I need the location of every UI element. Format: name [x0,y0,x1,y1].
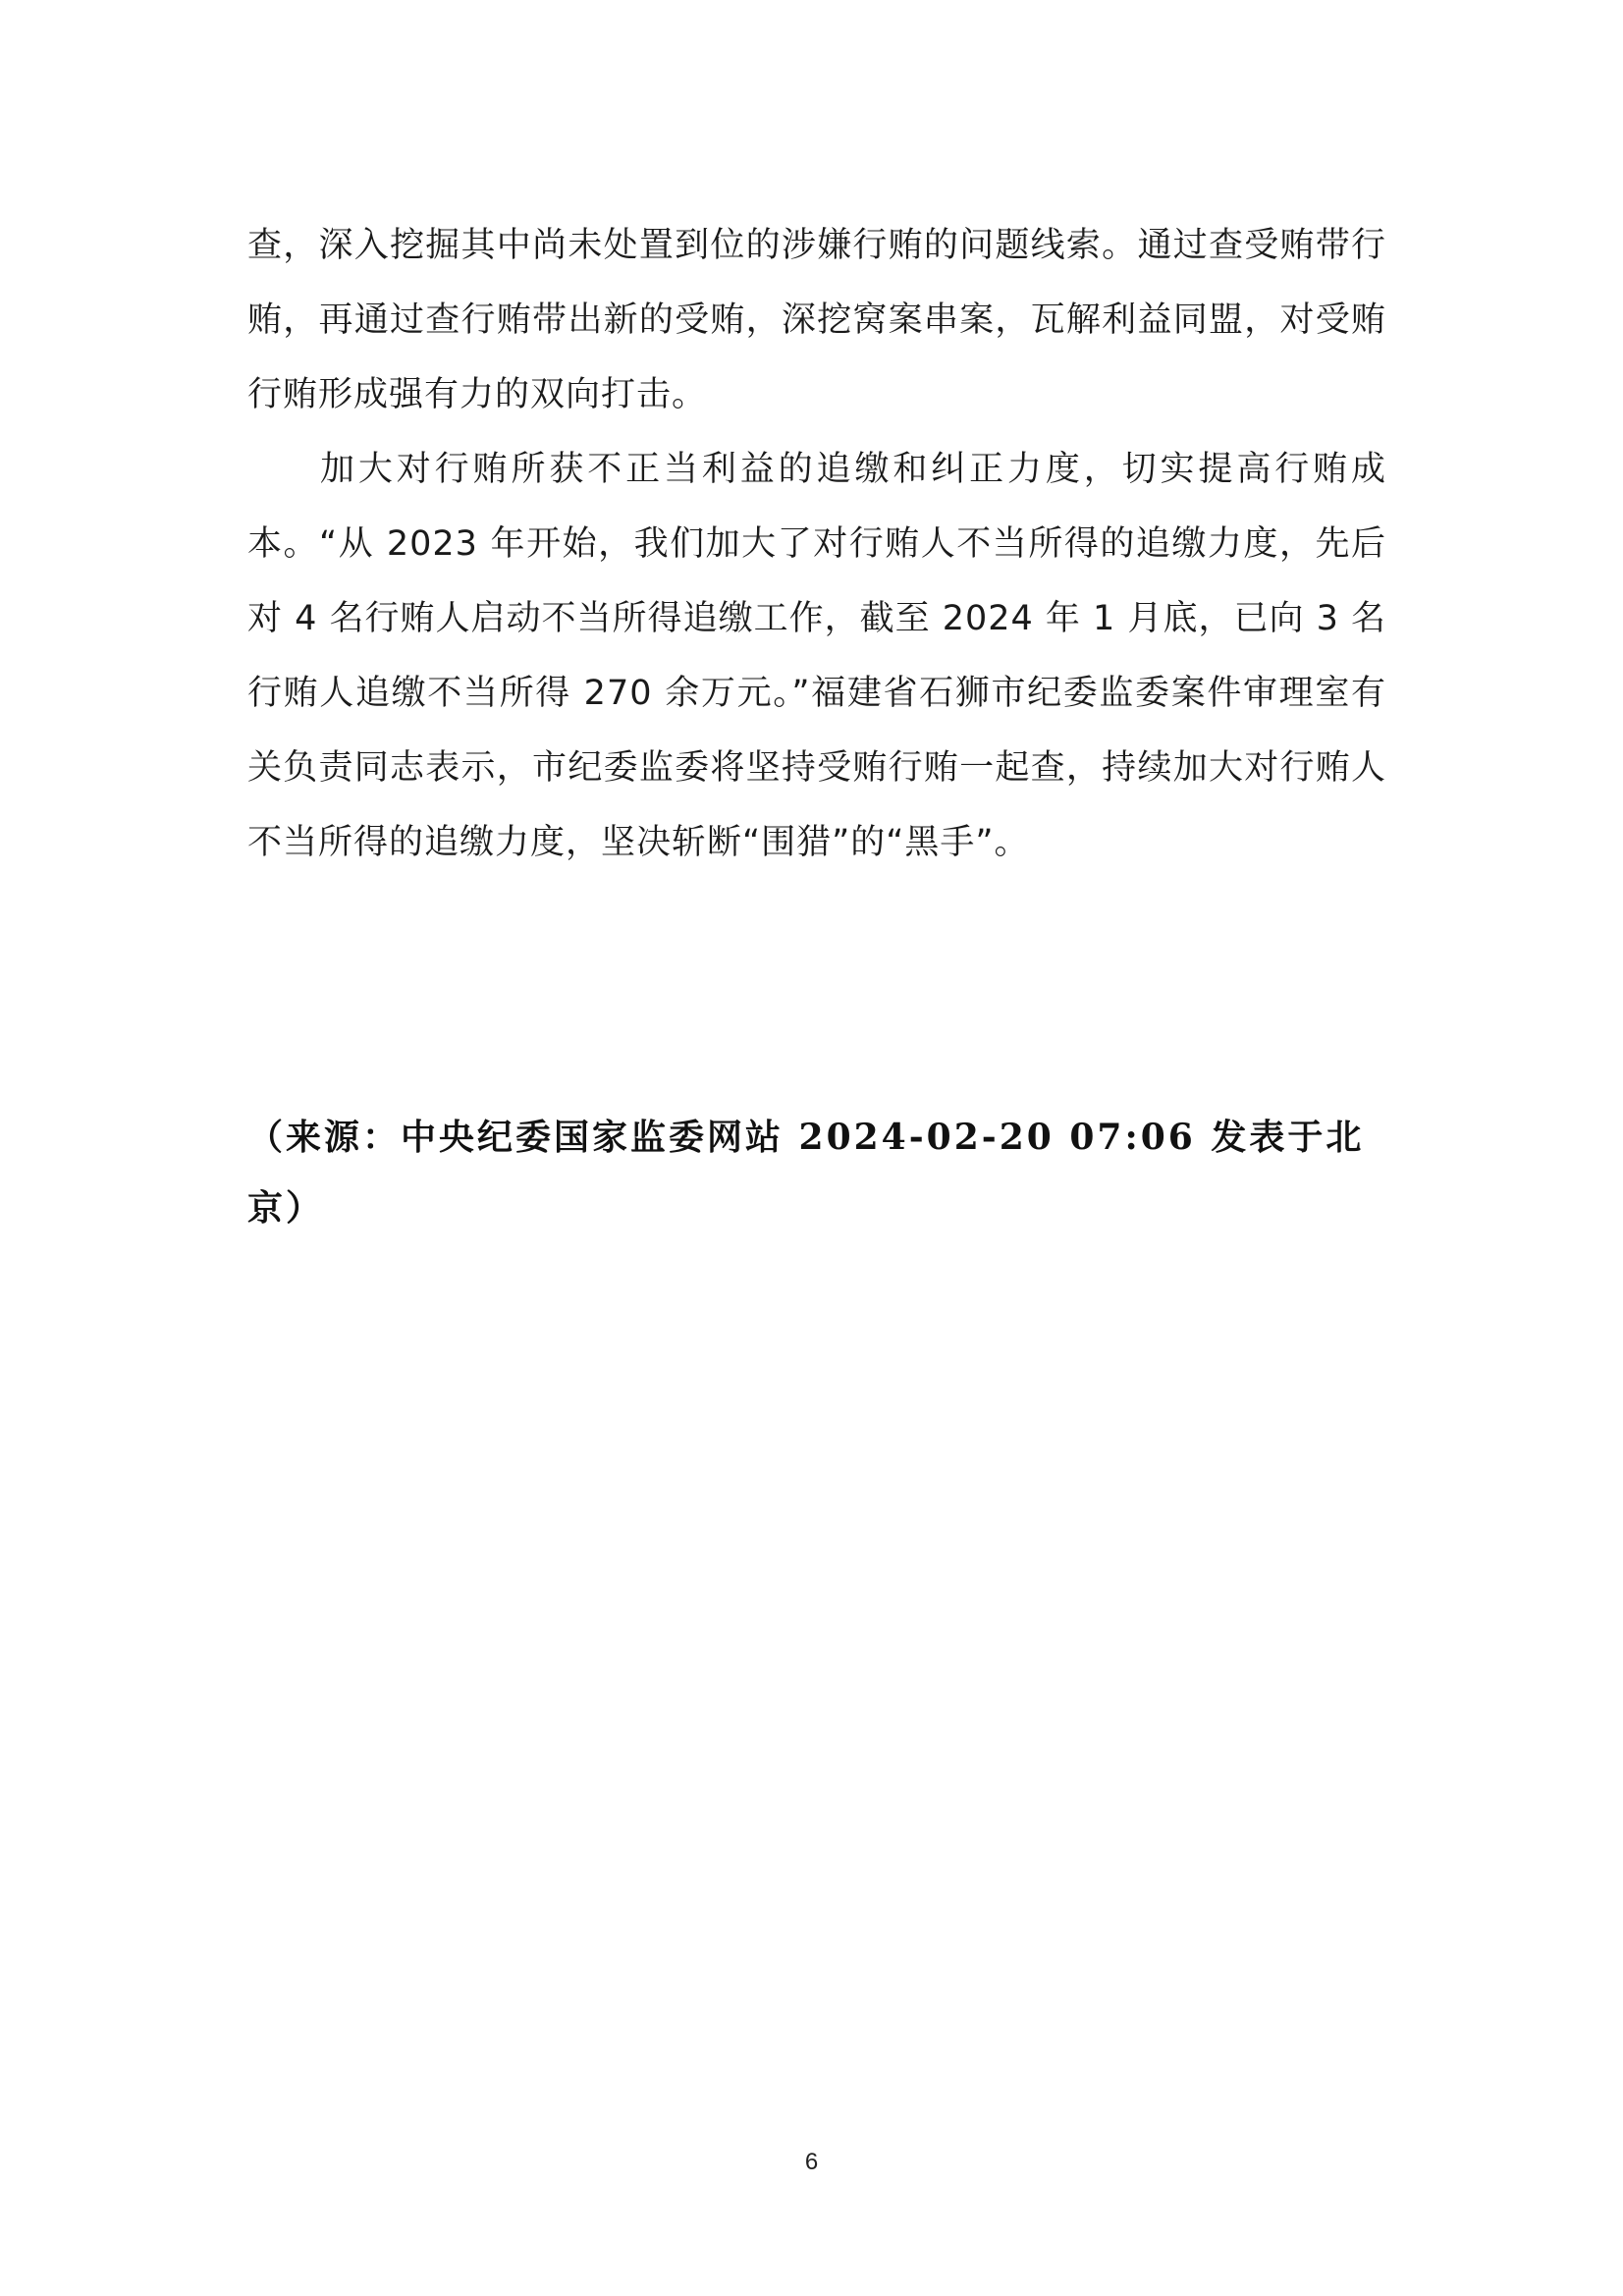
source-attribution: （来源：中央纪委国家监委网站 2024-02-20 07:06 发表于北京） [247,1117,1365,1229]
body-text [247,208,1386,880]
paragraph-continuation: 查，深入挖掘其中尚未处置到位的涉嫌行贿的问题线索。通过查受贿带行贿，再通过查行贿带出新的受贿，深挖窝案串案，瓦解利益同盟，对受贿行贿形成强有力的双向打击。 [247,226,1386,414]
page-number: 6 [804,2149,819,2175]
paragraph-recovery: 加大对行贿所获不正当利益的追缴和纠正力度，切实提高行贿成本。“从 2023 年开始，我们加大了对行贿人不当所得的追缴力度，先后对 4 名行贿人启动不当所得追缴工作，截至 2024 年 1 月底，已向 3 名行贿人追缴不当所得 270 余万元。”福建省石狮市纪委监委案件审理室有关负责同志表示，市纪委监委将坚持受贿行贿一起查，持续加大对行贿人不当所得的追缴力度，坚决斩断“围猎”的“黑手”。 [247,450,1386,862]
